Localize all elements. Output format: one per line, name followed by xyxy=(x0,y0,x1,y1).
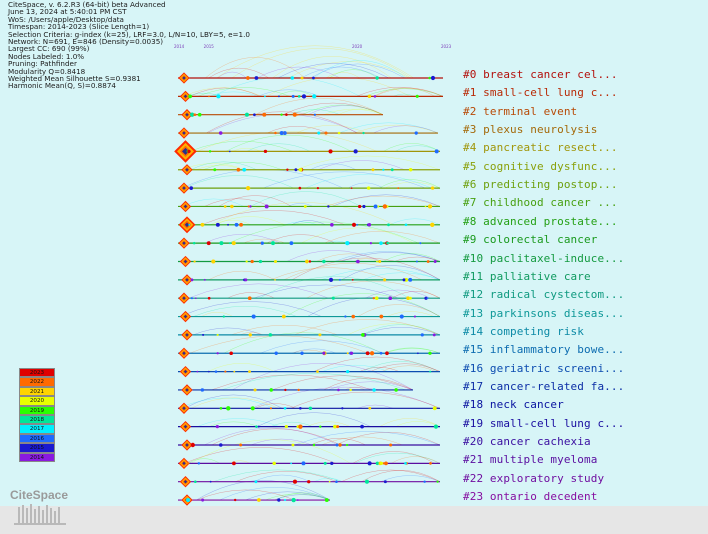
cluster-label[interactable]: #9 colorectal cancer xyxy=(463,233,598,247)
cluster-label[interactable]: #12 radical cystectom... xyxy=(463,288,625,302)
cluster-label[interactable]: #14 competing risk xyxy=(463,324,585,338)
info-line: Nodes Labeled: 1.0% xyxy=(8,51,85,61)
book-icon xyxy=(14,503,74,529)
info-line: Selection Criteria: g-index (k=25), LRF=3.0, L/N=10, LBY=5, e=1.0 xyxy=(8,29,250,39)
cluster-label[interactable]: #4 pancreatic resect... xyxy=(463,141,618,155)
info-line: CiteSpace, v. 6.2.R3 (64-bit) beta Advanced xyxy=(8,0,166,9)
legend-year-cell: 2014 xyxy=(19,453,55,462)
footer-band xyxy=(0,506,708,534)
year-tick: 2020 xyxy=(352,44,363,49)
cluster-timelines xyxy=(178,78,443,500)
cluster-label[interactable]: #6 predicting postop... xyxy=(463,178,618,192)
cluster-label[interactable]: #15 inflammatory bowe... xyxy=(463,343,625,357)
info-line: Harmonic Mean(Q, S)=0.8874 xyxy=(8,81,116,91)
cluster-label[interactable]: #13 parkinsons diseas... xyxy=(463,306,625,320)
cluster-label[interactable]: #20 cancer cachexia xyxy=(463,435,591,448)
legend-year-cell: 2020 xyxy=(19,396,55,405)
cluster-label[interactable]: #23 ontario decedent xyxy=(463,490,598,504)
info-line: Pruning: Pathfinder xyxy=(8,59,77,69)
cluster-label[interactable]: #2 terminal event xyxy=(463,104,578,118)
cluster-label[interactable]: #10 paclitaxel-induce... xyxy=(463,251,625,265)
info-line: Modularity Q=0.8418 xyxy=(8,66,86,76)
info-line: Weighted Mean Silhouette S=0.9381 xyxy=(8,74,141,84)
legend-year-cell: 2015 xyxy=(19,443,55,452)
cluster-label[interactable]: #16 geriatric screeni... xyxy=(463,361,625,375)
cluster-label[interactable]: #5 cognitive dysfunc... xyxy=(463,159,618,173)
legend-year-cell: 2021 xyxy=(19,387,55,396)
citation-arcs xyxy=(179,46,443,500)
info-line: Timespan: 2014-2023 (Slice Length=1) xyxy=(8,22,150,32)
legend-year-cell: 2018 xyxy=(19,415,55,424)
year-axis xyxy=(174,44,452,49)
year-color-legend xyxy=(19,368,55,462)
info-line: Network: N=691, E=846 (Density=0.0035) xyxy=(8,37,164,47)
legend-year-cell: 2016 xyxy=(19,434,55,443)
info-line: WoS: /Users/apple/Desktop/data xyxy=(8,14,124,24)
cluster-label[interactable]: #11 palliative care xyxy=(463,269,591,283)
cluster-label[interactable]: #8 advanced prostate... xyxy=(463,214,618,228)
legend-year-cell: 2023 xyxy=(19,368,55,377)
cluster-label[interactable]: #19 small-cell lung c... xyxy=(463,416,625,430)
legend-year-cell: 2022 xyxy=(19,377,55,386)
info-line: Largest CC: 690 (99%) xyxy=(8,44,90,54)
citespace-logo xyxy=(10,488,80,530)
cluster-label[interactable]: #17 cancer-related fa... xyxy=(463,379,625,393)
cluster-label[interactable]: #0 breast cancer cel... xyxy=(463,68,618,81)
year-tick: 2014 xyxy=(174,44,185,49)
cluster-label[interactable]: #22 exploratory study xyxy=(463,471,605,485)
logo-text: CiteSpace xyxy=(10,488,69,502)
cluster-label[interactable]: #18 neck cancer xyxy=(463,398,564,412)
cluster-label[interactable]: #21 multiple myeloma xyxy=(463,453,598,467)
year-tick: 2015 xyxy=(203,44,214,49)
cluster-label[interactable]: #7 childhood cancer ... xyxy=(463,196,618,210)
legend-year-cell: 2017 xyxy=(19,424,55,433)
cluster-label[interactable]: #3 plexus neurolysis xyxy=(463,123,598,137)
year-tick: 2023 xyxy=(441,44,452,49)
legend-year-cell: 2019 xyxy=(19,406,55,415)
info-line: June 13, 2024 at 5:40:01 PM CST xyxy=(8,7,127,17)
cluster-label[interactable]: #1 small-cell lung c... xyxy=(463,86,618,100)
